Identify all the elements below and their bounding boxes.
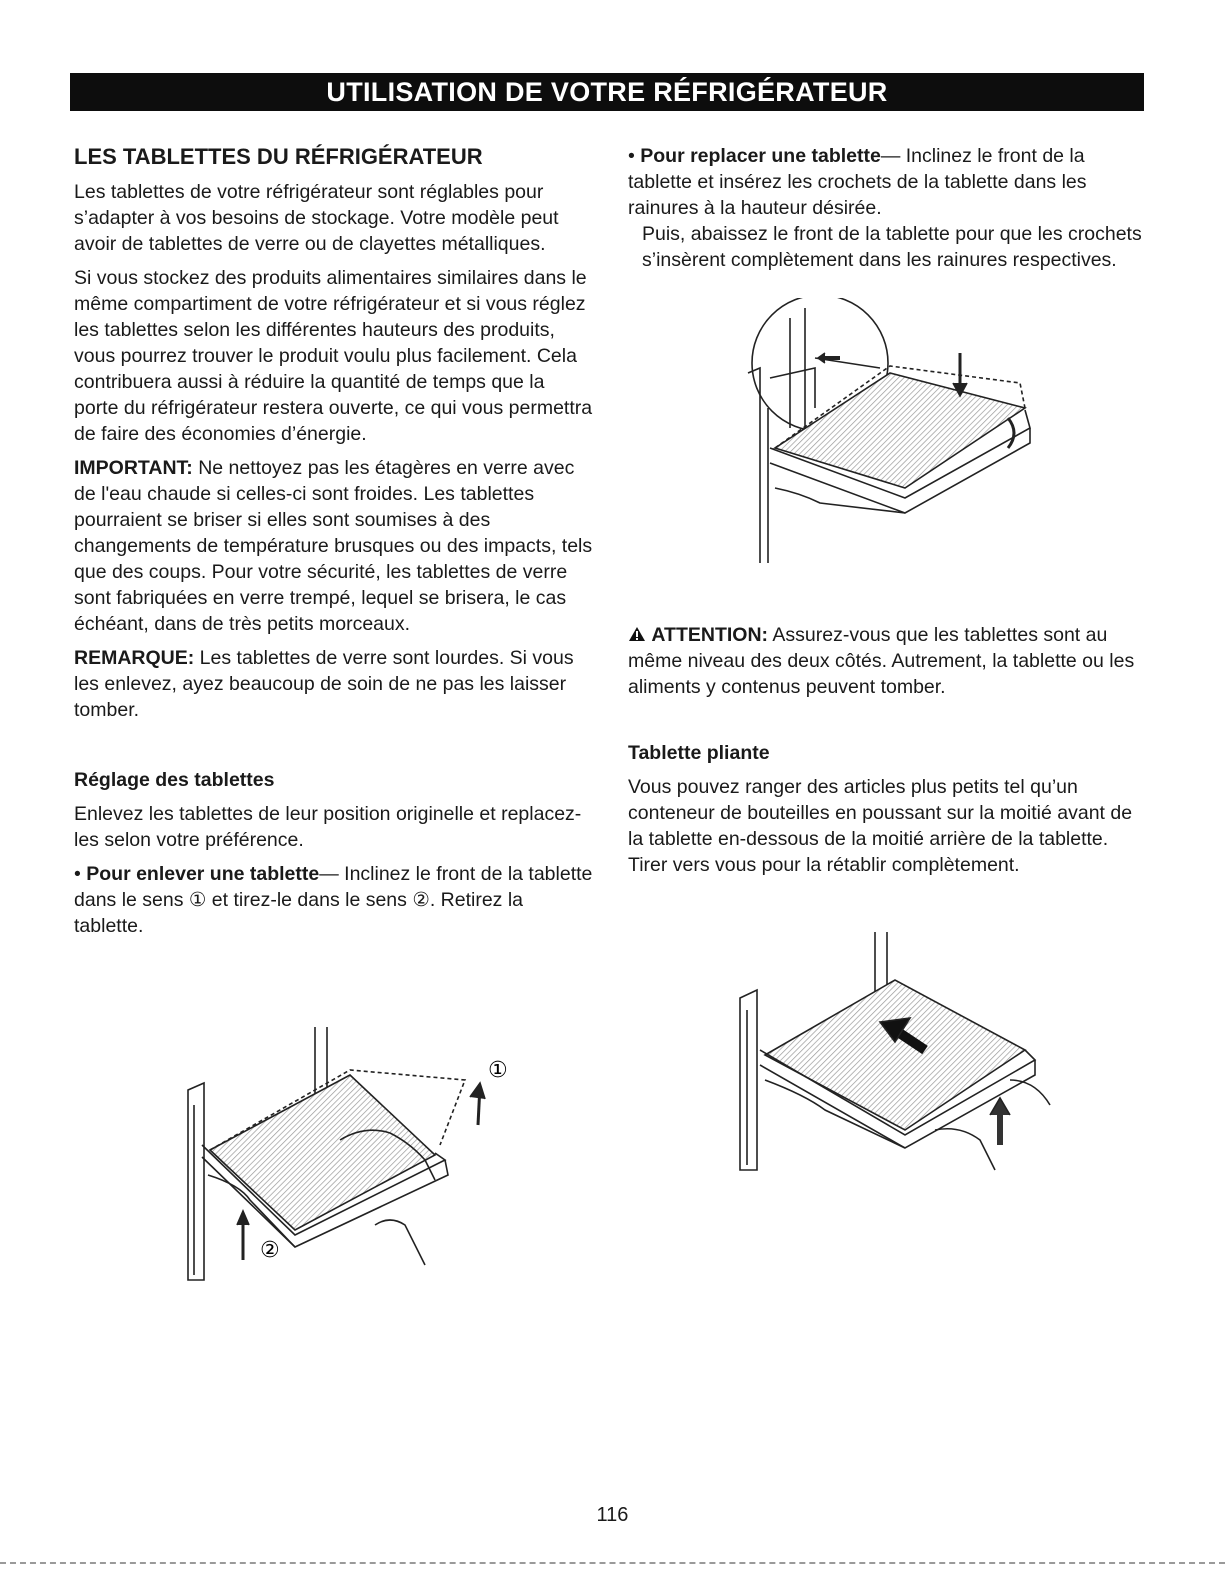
- adjust-paragraph: Enlevez les tablettes de leur position originelle et replacez-les selon votre préférence.: [74, 803, 582, 851]
- important-label: IMPORTANT:: [74, 457, 193, 479]
- figure-label-two: ②: [260, 1238, 280, 1263]
- remarque-text: Les tablettes de verre sont lourdes. Si vous les enlevez, ayez beaucoup de soin de ne pas les laisser tomber.: [74, 647, 574, 721]
- folding-shelf-paragraph: Vous pouvez ranger des articles plus petits tel qu’un conteneur de bouteilles en poussant sur la moitié avant de la tablette en-dessous de la moitié arrière de la tablette. Tirer vers vous pour la rétablir complètement.: [628, 776, 1133, 876]
- remove-shelf-illustration: [180, 1025, 520, 1285]
- intro-paragraph: Les tablettes de votre réfrigérateur sont réglables pour s’adapter à vos besoins de stockage. Votre modèle peut avoir de tablettes de verre ou de clayettes métalliques.: [74, 181, 559, 255]
- page-header: UTILISATION DE VOTRE RÉFRIGÉRATEUR: [70, 73, 1144, 111]
- replace-shelf-step: [628, 143, 1148, 221]
- remarque-label: REMARQUE:: [74, 647, 195, 669]
- attention-text: Assurez-vous que les tablettes sont au même niveau des deux côtés. Autrement, la tablette ou les aliments y contenus peuvent tomber.: [628, 624, 1135, 698]
- folding-shelf-title: Tablette pliante: [628, 742, 770, 764]
- remove-shelf-text-b: et tirez-le dans le sens: [206, 889, 413, 911]
- bullet-marker: •: [74, 863, 81, 885]
- page-number: 116: [596, 1504, 629, 1526]
- attention-note: [628, 622, 1148, 700]
- warning-icon: [628, 626, 646, 642]
- step-one-marker: ①: [188, 889, 207, 911]
- step-two-marker: ②: [412, 889, 430, 911]
- remarque-note: [74, 645, 594, 723]
- attention-block: [628, 622, 1148, 886]
- remove-shelf-step: [74, 861, 594, 939]
- folding-shelf-illustration: [735, 930, 1055, 1175]
- right-column: [628, 143, 1148, 281]
- bullet-marker: •: [628, 145, 635, 167]
- remove-shelf-label: Pour enlever une tablette: [86, 863, 320, 885]
- important-note: [74, 455, 594, 637]
- replace-shelf-illustration: [740, 298, 1050, 568]
- replace-shelf-text: — Inclinez le front de la tablette et insérez les crochets de la tablette dans les rainures à la hauteur désirée.: [628, 145, 1087, 219]
- figure-label-one: ①: [488, 1058, 508, 1083]
- storage-paragraph: Si vous stockez des produits alimentaires similaires dans le même compartiment de votre réfrigérateur et si vous réglez les tablettes selon les différentes hauteurs des produits, vous pourrez trouver le produit voulu plus facilement. Cela contribuera aussi à réduire la quantité de temps que la porte du réfrigérateur restera ouverte, ce qui vous permettra de faire des économies d’énergie.: [74, 267, 593, 445]
- footer-rule: [0, 1562, 1225, 1564]
- adjust-shelves-title: Réglage des tablettes: [74, 769, 275, 791]
- section-title: LES TABLETTES DU RÉFRIGÉRATEUR: [74, 144, 483, 169]
- replace-shelf-text-2: Puis, abaissez le front de la tablette pour que les crochets s’insèrent complètement dans les rainures respectives.: [642, 223, 1142, 271]
- replace-shelf-label: Pour replacer une tablette: [640, 145, 881, 167]
- left-column: [74, 143, 594, 939]
- important-text: Ne nettoyez pas les étagères en verre avec de l'eau chaude si celles-ci sont froides. Les tablettes pourraient se briser si elles sont soumises à des changements de température brusques ou des impacts, tels que des coups. Pour votre sécurité, les tablettes de verre sont fabriquées en verre trempé, lequel se brisera, le cas échéant, dans de très petits morceaux.: [74, 457, 593, 635]
- attention-label: ATTENTION:: [651, 624, 769, 646]
- remove-shelf-text-c: . Retirez la tablette.: [74, 889, 524, 937]
- remove-shelf-text-a: — Inclinez le front de la tablette dans le sens: [74, 863, 593, 911]
